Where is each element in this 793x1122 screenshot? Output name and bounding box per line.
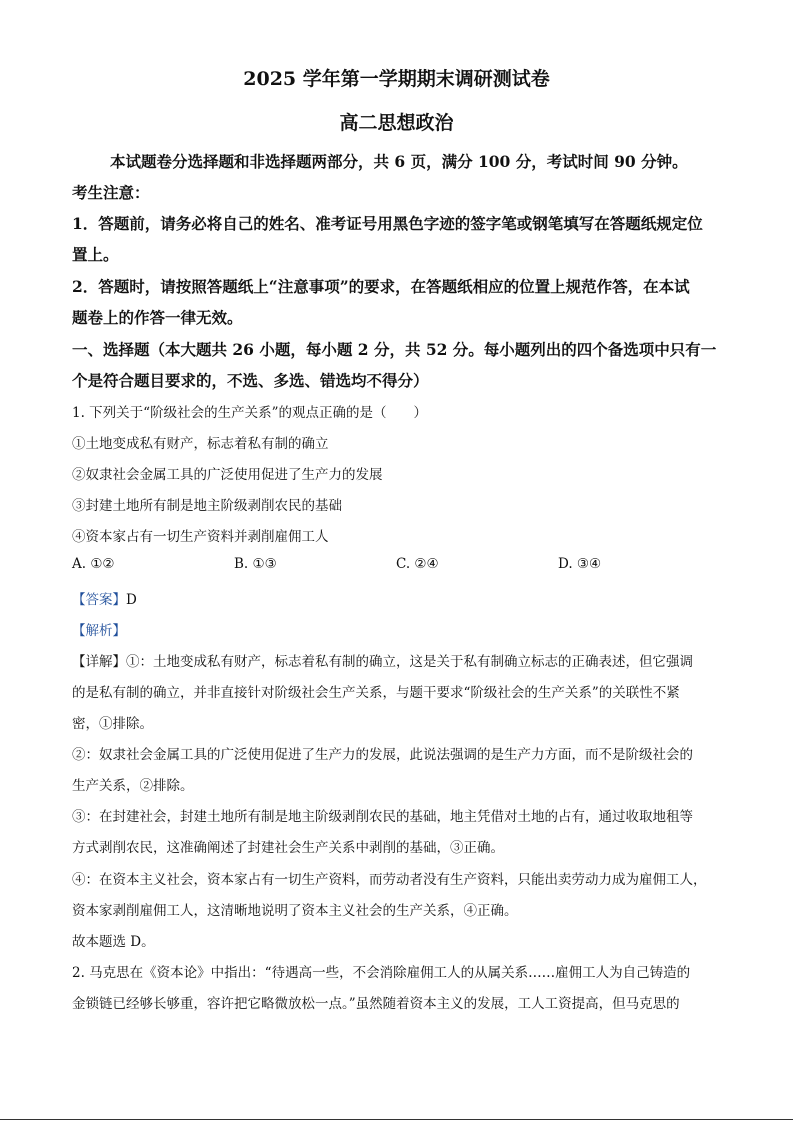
option-b: B. ①③ — [234, 556, 277, 572]
answer-value: D — [126, 592, 137, 608]
exam-description: 本试题卷分选择题和非选择题两部分，共 6 页，满分 100 分，考试时间 90 分钟。 — [110, 152, 688, 171]
analysis-label: 【解析】 — [72, 623, 126, 639]
detail-line-4: ②：奴隶社会金属工具的广泛使用促进了生产力的发展，此说法强调的是生产力方面，而不是阶级社会的 — [72, 747, 693, 763]
answer-row — [72, 588, 722, 608]
notice-2-line-1: 2．答题时，请按照答题纸上“注意事项”的要求，在答题纸相应的位置上规范作答，在本试 — [72, 277, 690, 296]
detail-text-1: ①：土地变成私有财产，标志着私有制的确立，这是关于私有制确立标志的正确表述，但它强调 — [126, 654, 693, 670]
notice-1-line-1: 1．答题前，请务必将自己的姓名、准考证号用黑色字迹的签字笔或钢笔填写在答题纸规定位 — [72, 214, 703, 233]
question-1-statement-1: ①土地变成私有财产，标志着私有制的确立 — [72, 436, 329, 452]
exam-title: 2025 学年第一学期期末调研测试卷 — [243, 68, 550, 90]
option-a: A. ①② — [72, 556, 115, 572]
detail-line-2: 的是私有制的确立，并非直接针对阶级社会生产关系，与题干要求“阶级社会的生产关系”的关联性不紧 — [72, 685, 680, 701]
detail-line-8: ④：在资本主义社会，资本家占有一切生产资料，而劳动者没有生产资料，只能出卖劳动力成为雇佣工人， — [72, 872, 707, 888]
section-heading-line-2: 个是符合题目要求的，不选、多选、错选均不得分） — [72, 371, 429, 390]
detail-line-9: 资本家剥削雇佣工人，这清晰地说明了资本主义社会的生产关系，④正确。 — [72, 903, 518, 919]
section-heading-line-1: 一、选择题（本大题共 26 小题，每小题 2 分，共 52 分。每小题列出的四个备选项中只有一 — [72, 340, 717, 359]
question-1-statement-2: ②奴隶社会金属工具的广泛使用促进了生产力的发展 — [72, 467, 383, 483]
detail-line-6: ③：在封建社会，封建土地所有制是地主阶级剥削农民的基础，地主凭借对土地的占有，通过收取地租等 — [72, 809, 693, 825]
notice-1-line-2: 置上。 — [72, 245, 119, 264]
detail-label: 【详解】 — [72, 654, 126, 670]
detail-line-1 — [72, 650, 722, 670]
subject-title: 高二思想政治 — [339, 112, 454, 134]
question-2-line-2: 金锁链已经够长够重，容许把它略微放松一点。”虽然随着资本主义的发展，工人工资提高，但马克思的 — [72, 996, 680, 1012]
question-1-statement-4: ④资本家占有一切生产资料并剥削雇佣工人 — [72, 529, 329, 545]
notice-2-line-2: 题卷上的作答一律无效。 — [72, 308, 243, 327]
detail-conclusion: 故本题选 D。 — [72, 934, 155, 950]
option-d: D. ③④ — [558, 556, 602, 572]
question-2-line-1: 2. 马克思在《资本论》中指出：“待遇高一些，不会消除雇佣工人的从属关系……雇佣工人为自己铸造的 — [72, 965, 691, 981]
question-1-statement-3: ③封建土地所有制是地主阶级剥削农民的基础 — [72, 498, 342, 514]
question-1-stem: 1. 下列关于“阶级社会的生产关系”的观点正确的是（ ） — [72, 405, 427, 421]
detail-line-5: 生产关系，②排除。 — [72, 778, 194, 794]
detail-line-7: 方式剥削农民，这准确阐述了封建社会生产关系中剥削的基础，③正确。 — [72, 840, 504, 856]
answer-label: 【答案】 — [72, 592, 126, 608]
notice-heading: 考生注意： — [72, 183, 150, 202]
page-bottom-rule — [0, 1119, 793, 1120]
detail-line-3: 密，①排除。 — [72, 716, 153, 732]
option-c: C. ②④ — [396, 556, 439, 572]
